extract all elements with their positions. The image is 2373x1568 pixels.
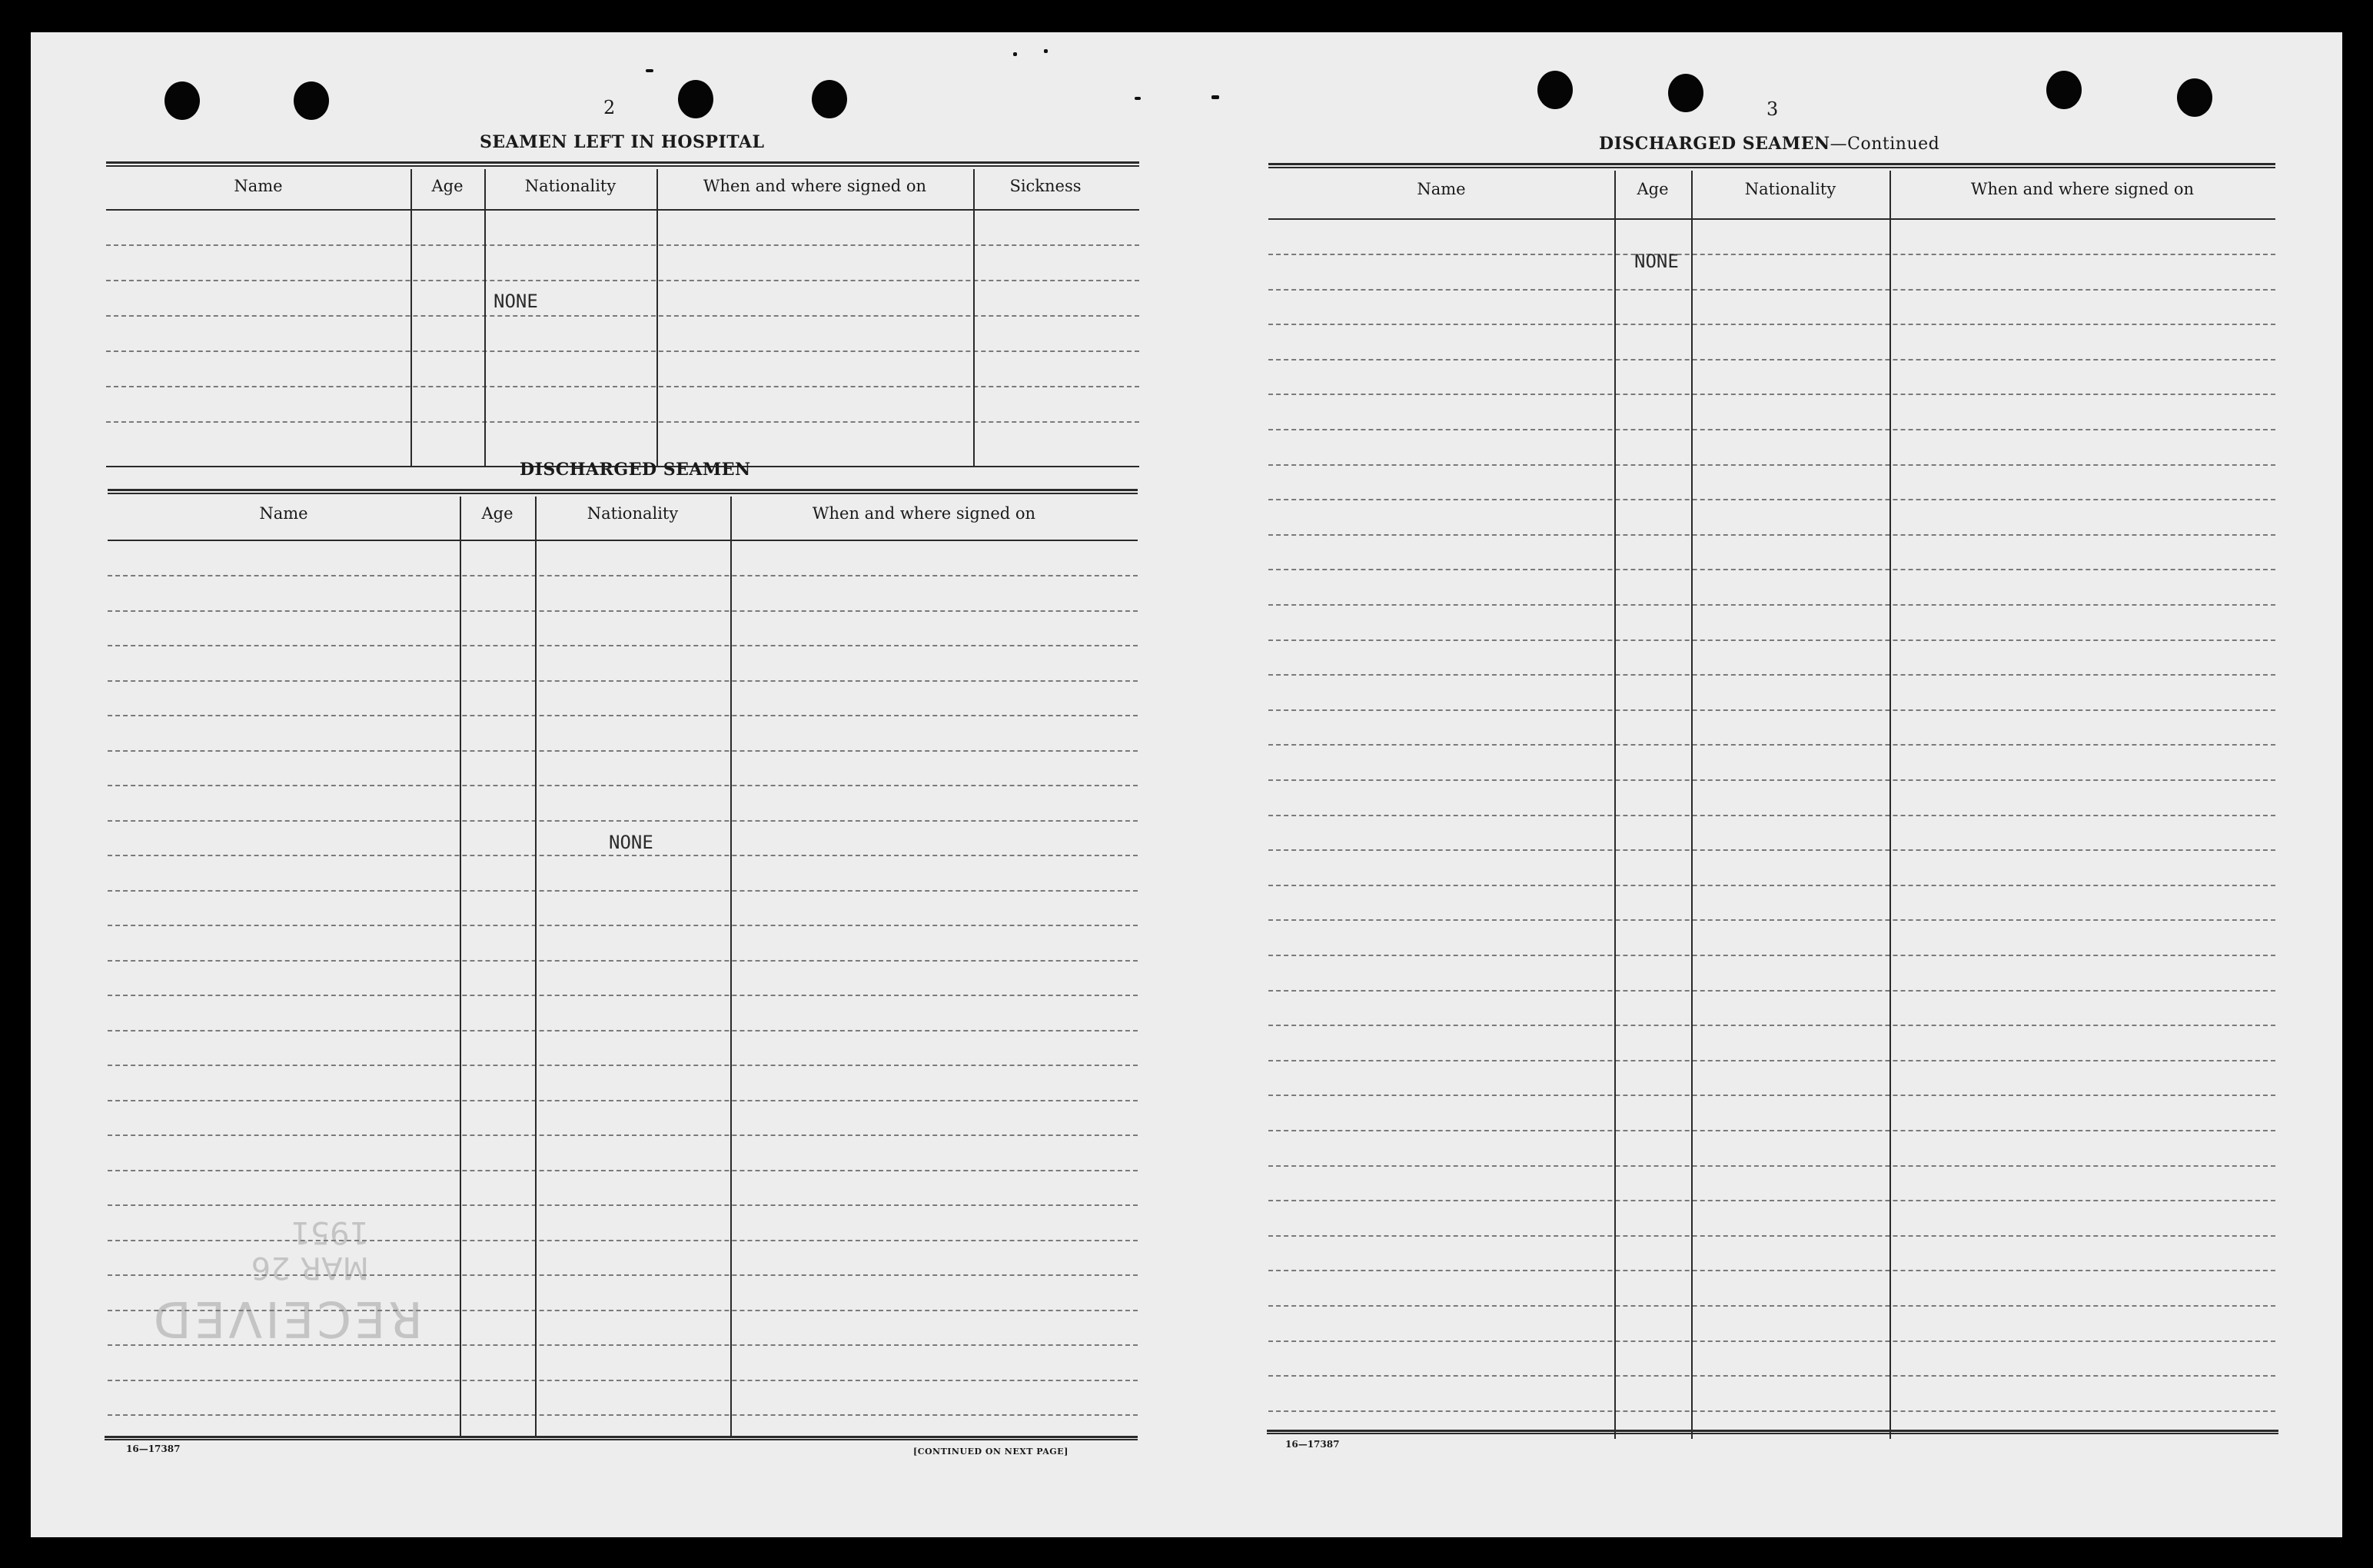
column-header-signed-on: When and where signed on [1970,180,2195,198]
table-row [1268,394,2275,395]
speck [1135,97,1141,100]
speck [646,69,653,72]
table-row [108,960,1138,962]
speck [1044,49,1048,53]
column-divider [656,169,658,467]
column-header-age: Age [481,504,513,523]
punch-hole [2177,78,2212,117]
table-row [1268,709,2275,711]
table-row [1268,990,2275,992]
column-header-nationality: Nationality [587,504,679,523]
typed-entry: NONE [609,832,653,853]
table-row [1268,1095,2275,1096]
table-row [1268,254,2275,255]
stamp-line: RECEIVED [150,1290,423,1347]
column-header-nationality: Nationality [524,177,617,195]
table-top-rule [106,161,1139,167]
table-row [1268,849,2275,851]
column-divider [1614,171,1616,1439]
column-divider [730,497,732,1436]
form-sheet [31,32,2342,1537]
speck [1211,95,1219,99]
table-row [1268,779,2275,781]
table-row [108,890,1138,892]
column-divider [1691,171,1693,1439]
table-row [1268,499,2275,500]
header-rule [106,209,1139,211]
table-row [108,1380,1138,1381]
page-bottom-rule [1267,1430,2278,1434]
table-row [1268,1165,2275,1167]
form-code: 16—17387 [1285,1439,1340,1450]
table-row [1268,674,2275,676]
punch-hole [1668,74,1703,112]
table-row [106,421,1139,423]
table-row [108,1414,1138,1416]
punch-hole [2046,71,2082,109]
table-row [108,995,1138,996]
table-row [108,1134,1138,1136]
table-row [1268,1025,2275,1026]
punch-hole [812,80,847,118]
column-header-sickness: Sickness [1009,177,1082,195]
column-divider [460,497,461,1436]
column-divider [973,169,975,467]
column-header-age: Age [1637,180,1669,198]
table-row [108,785,1138,786]
table-row [1268,324,2275,325]
table-row [108,1030,1138,1031]
typed-entry: NONE [494,291,538,312]
table-row [1268,919,2275,921]
table-row [1268,1235,2275,1237]
typed-entry: NONE [1634,251,1679,272]
speck [1013,52,1017,56]
page-number: 2 [603,97,616,118]
table-row [1268,1130,2275,1131]
table-row [1268,1060,2275,1061]
punch-hole [1537,71,1573,109]
table-row [1268,569,2275,570]
column-header-signed-on: When and where signed on [703,177,927,195]
table-row [106,350,1139,352]
table-row [1268,1375,2275,1377]
table-row [1268,534,2275,536]
table-row [1268,1340,2275,1342]
column-divider [410,169,412,467]
table-row [108,645,1138,646]
table-row [1268,639,2275,641]
column-divider [484,169,486,467]
table-row [108,820,1138,822]
table-row [108,575,1138,576]
table-row [1268,464,2275,466]
column-header-nationality: Nationality [1744,180,1836,198]
table-row [1268,885,2275,886]
table-row [106,244,1139,246]
section-title-discharged-continued [1599,134,1939,154]
footer-note: [CONTINUED ON NEXT PAGE] [913,1447,1069,1457]
header-rule [1268,218,2275,220]
column-divider [1889,171,1891,1439]
table-row [108,750,1138,752]
table-row [108,680,1138,682]
column-header-age: Age [431,177,464,195]
punch-hole [678,80,713,118]
table-row [1268,955,2275,956]
column-divider [535,497,537,1436]
punch-hole [165,81,200,120]
table-row [1268,744,2275,746]
page-bottom-rule [105,1436,1138,1440]
table-row [1268,1410,2275,1412]
table-row [1268,429,2275,430]
table-row [108,610,1138,612]
punch-hole [294,81,329,120]
table-row [1268,1200,2275,1201]
table-row [106,280,1139,281]
table-row [1268,815,2275,816]
discharged-table-continued [1268,163,2275,1462]
column-header-name: Name [259,504,308,523]
table-top-rule [108,489,1138,494]
header-rule [108,540,1138,541]
column-header-signed-on: When and where signed on [812,504,1036,523]
table-top-rule [1268,163,2275,168]
column-header-name: Name [1417,180,1466,198]
table-row [1268,1305,2275,1307]
table-row [1268,604,2275,606]
column-header-name: Name [234,177,283,195]
form-code: 16—17387 [126,1443,181,1454]
section-title-discharged: DISCHARGED SEAMEN [520,460,751,480]
table-row [1268,289,2275,291]
section-title-hospital: SEAMEN LEFT IN HOSPITAL [480,132,765,152]
section-title-suffix: —Continued [1830,135,1940,154]
table-row [106,315,1139,317]
table-row [1268,359,2275,360]
table-row [108,1100,1138,1101]
table-row [108,1065,1138,1066]
stamp-line: MAR 26 1951 [251,1214,369,1285]
page-number: 3 [1766,98,1779,120]
table-row [108,855,1138,856]
received-stamp [150,1162,430,1347]
table-row [106,386,1139,387]
hospital-table [106,161,1139,469]
table-row [108,715,1138,716]
table-row [108,925,1138,926]
section-title-text: DISCHARGED SEAMEN [1599,134,1830,154]
table-row [1268,1270,2275,1271]
